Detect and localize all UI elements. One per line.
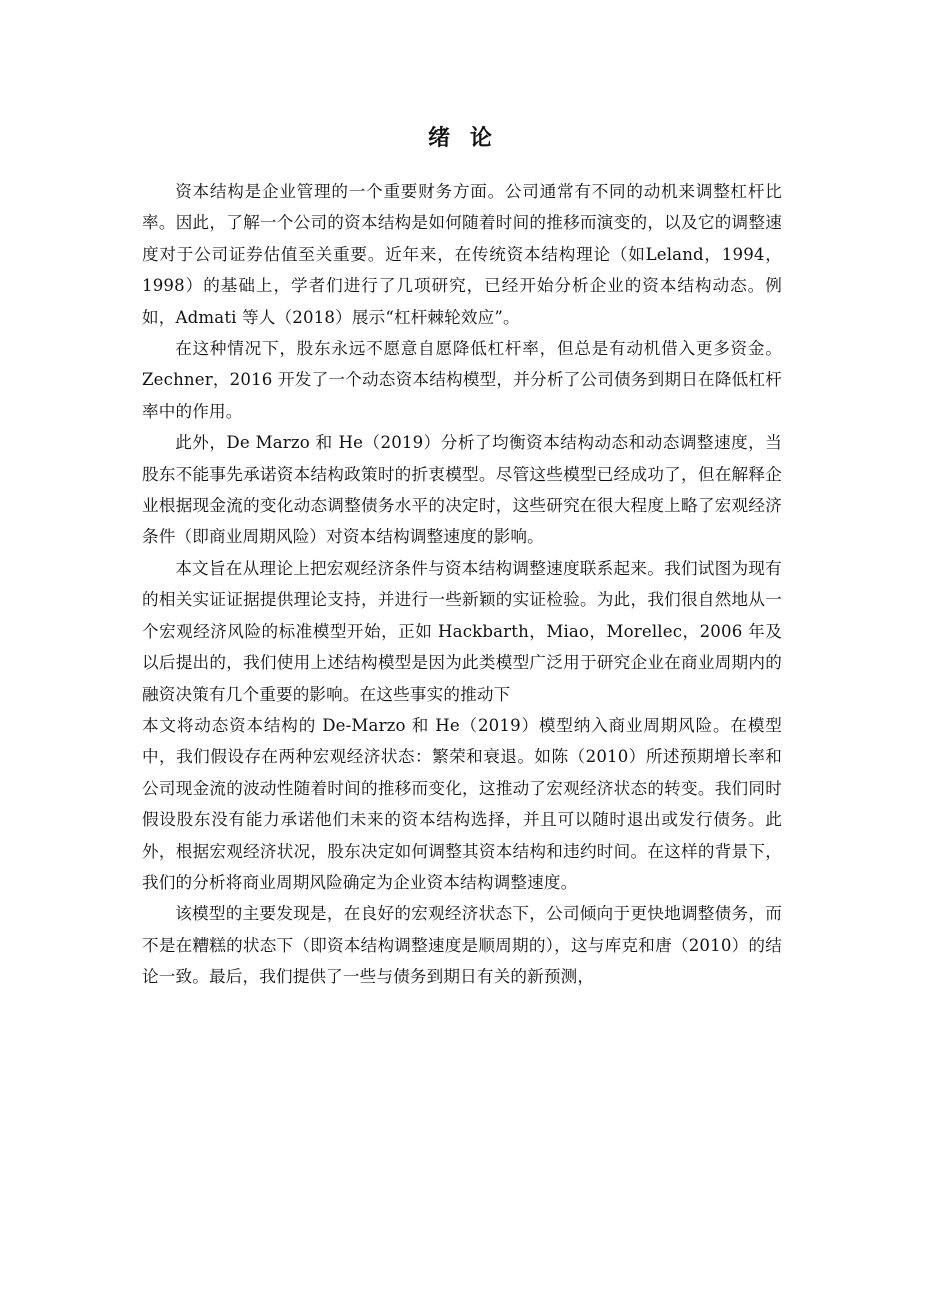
paragraph-4: 本文旨在从理论上把宏观经济条件与资本结构调整速度联系起来。我们试图为现有的相关实证证据提供理论支持，并进行一些新颖的实证检验。为此，我们很自然地从一个宏观经济风险的标准模型开始，正如 Hackbarth，Miao，Morellec，2006 年及以后提出的，我们使用上述结构模型是因为此类模型广泛用于研究企业在商业周期内的融资决策有几个重要的影响。在这些事实的推动下 — [142, 558, 782, 704]
paragraph-5: 本文将动态资本结构的 De-Marzo 和 He（2019）模型纳入商业周期风险。在模型中，我们假设存在两种宏观经济状态：繁荣和衰退。如陈（2010）所述预期增长率和公司现金流的波动性随着时间的推移而变化，这推动了宏观经济状态的转变。我们同时假设股东没有能力承诺他们未来的资本结构选择，并且可以随时退出或发行债务。此外，根据宏观经济状况，股东决定如何调整其资本结构和违约时间。在这样的背景下，我们的分析将商业周期风险确定为企业资本结构调整速度。 — [142, 715, 782, 892]
paragraph-3: 此外，De Marzo 和 He（2019）分析了均衡资本结构动态和动态调整速度，当股东不能事先承诺资本结构政策时的折衷模型。尽管这些模型已经成功了，但在解释企业根据现金流的变化动态调整债务水平的决定时，这些研究在很大程度上略了宏观经济条件（即商业周期风险）对资本结构调整速度的影响。 — [142, 433, 782, 547]
paragraph-1: 资本结构是企业管理的一个重要财务方面。公司通常有不同的动机来调整杠杆比率。因此，了解一个公司的资本结构是如何随着时间的推移而演变的，以及它的调整速度对于公司证券估值至关重要。近年来，在传统资本结构理论（如Leland，1994，1998）的基础上，学者们进行了几项研究，已经开始分析企业的资本结构动态。例如，Admati 等人（2018）展示“杠杆棘轮效应”。 — [142, 182, 782, 327]
paragraph-2: 在这种情况下，股东永远不愿意自愿降低杠杆率，但总是有动机借入更多资金。Zechner，2016 开发了一个动态资本结构模型，并分析了公司债务到期日在降低杠杆率中的作用。 — [142, 339, 782, 421]
paragraph-6: 该模型的主要发现是，在良好的宏观经济状态下，公司倾向于更快地调整债务，而不是在糟糕的状态下（即资本结构调整速度是顺周期的），这与库克和唐（2010）的结论一致。最后，我们提供了一些与债务到期日有关的新预测， — [142, 904, 782, 987]
body-text — [142, 176, 782, 993]
page-title: 绪 论 — [428, 125, 498, 151]
